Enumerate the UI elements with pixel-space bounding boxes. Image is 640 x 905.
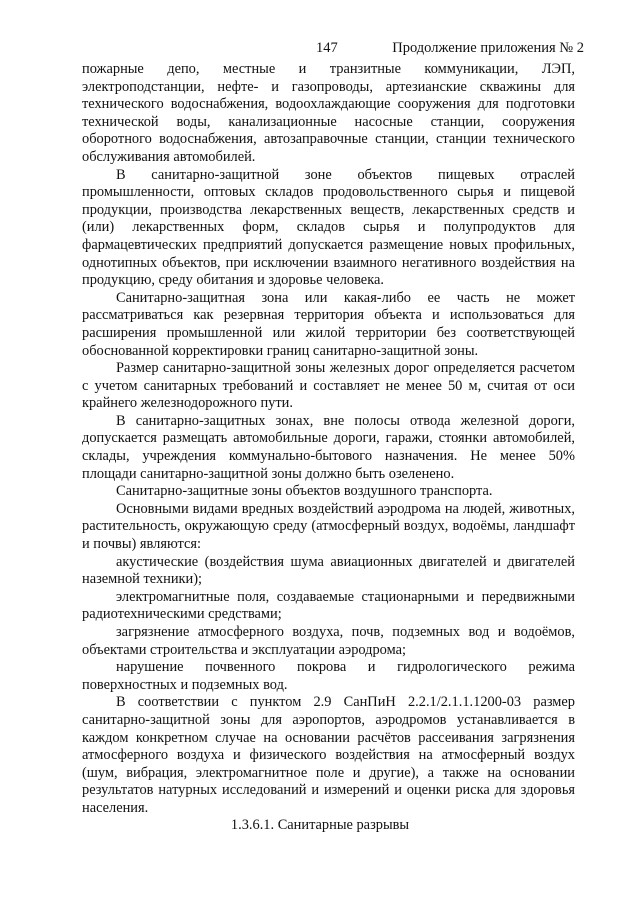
list-item-pollution: загрязнение атмосферного воздуха, почв, подземных вод и водоёмов, объектами строительства и эксплуатации аэродрома; [82, 624, 575, 658]
paragraph-air-transport: Санитарно-защитные зоны объектов воздушного транспорта. [116, 483, 493, 500]
paragraph-aerodrome-impacts: Основными видами вредных воздействий аэродрома на людей, животных, растительность, окружающую среду (атмосферный воздух, водоёмы, ландшафт и почвы) являются: [82, 500, 575, 553]
running-title: Продолжение приложения № 2 [392, 40, 584, 56]
page-header [0, 40, 640, 60]
list-item-soil-disturbance: нарушение почвенного покрова и гидрологического режима поверхностных и подземных вод. [82, 659, 575, 693]
paragraph-continuation: пожарные депо, местные и транзитные коммуникации, ЛЭП, электроподстанции, нефте- и газопроводы, артезианские скважины для технического водоснабжения, водоохлаждающие сооружения для подготовки технической воды, канализационные насосные станции, сооружения оборотного водоснабжения, автозаправочные станции, станции технического обслуживания автомобилей. [82, 61, 575, 165]
paragraph-railway-zone-size: Размер санитарно-защитной зоны железных дорог определяется расчетом с учетом санитарных требований и составляет не менее 50 м, считая от оси крайнего железнодорожного пути. [82, 360, 575, 412]
paragraph-food-industry-zone: В санитарно-защитной зоне объектов пищевых отраслей промышленности, оптовых складов продовольственного сырья и пищевой продукции, производства лекарственных веществ, лекарственных средств и (или) лекарственных форм, складов сырья и полупродуктов для фармацевтических предприятий допускается размещение новых профильных, однотипных объектов, при исключении взаимного негативного воздействия на продукцию, среду обитания и здоровье человека. [82, 166, 575, 289]
body-text [82, 61, 575, 818]
section-heading: 1.3.6.1. Санитарные разрывы [230, 817, 410, 833]
list-item-electromagnetic: электромагнитные поля, создаваемые стационарными и передвижными радиотехническими средствами; [82, 588, 575, 623]
paragraph-sanpin-reference: В соответствии с пунктом 2.9 СанПиН 2.2.1/2.1.1.1200-03 размер санитарно-защитной зоны для аэропортов, аэродромов устанавливается в каждом конкретном случае на основании расчётов рассеивания загрязнения атмосферного воздуха и физического воздействия на атмосферный воздух (шум, вибрация, электромагнитное поле и другие), а также на основании результатов натурных исследований и измерений и оценки риска для здоровья населения. [82, 694, 575, 816]
paragraph-railway-zone-allowed: В санитарно-защитных зонах, вне полосы отвода железной дороги, допускается размещать автомобильные дороги, гаражи, стоянки автомобилей, склады, учреждения коммунально-бытового назначения. Не менее 50% площади санитарно-защитной зоны должно быть озеленено. [82, 412, 575, 482]
list-item-acoustic: акустические (воздействия шума авиационных двигателей и двигателей наземной техники); [82, 553, 575, 588]
page-number: 147 [316, 40, 338, 56]
paragraph-reserve-territory: Санитарно-защитная зона или какая-либо ее часть не может рассматриваться как резервная территория объекта и использоваться для расширения промышленной или жилой территории без соответствующей обоснованной корректировки границ санитарно-защитной зоны. [82, 289, 575, 359]
